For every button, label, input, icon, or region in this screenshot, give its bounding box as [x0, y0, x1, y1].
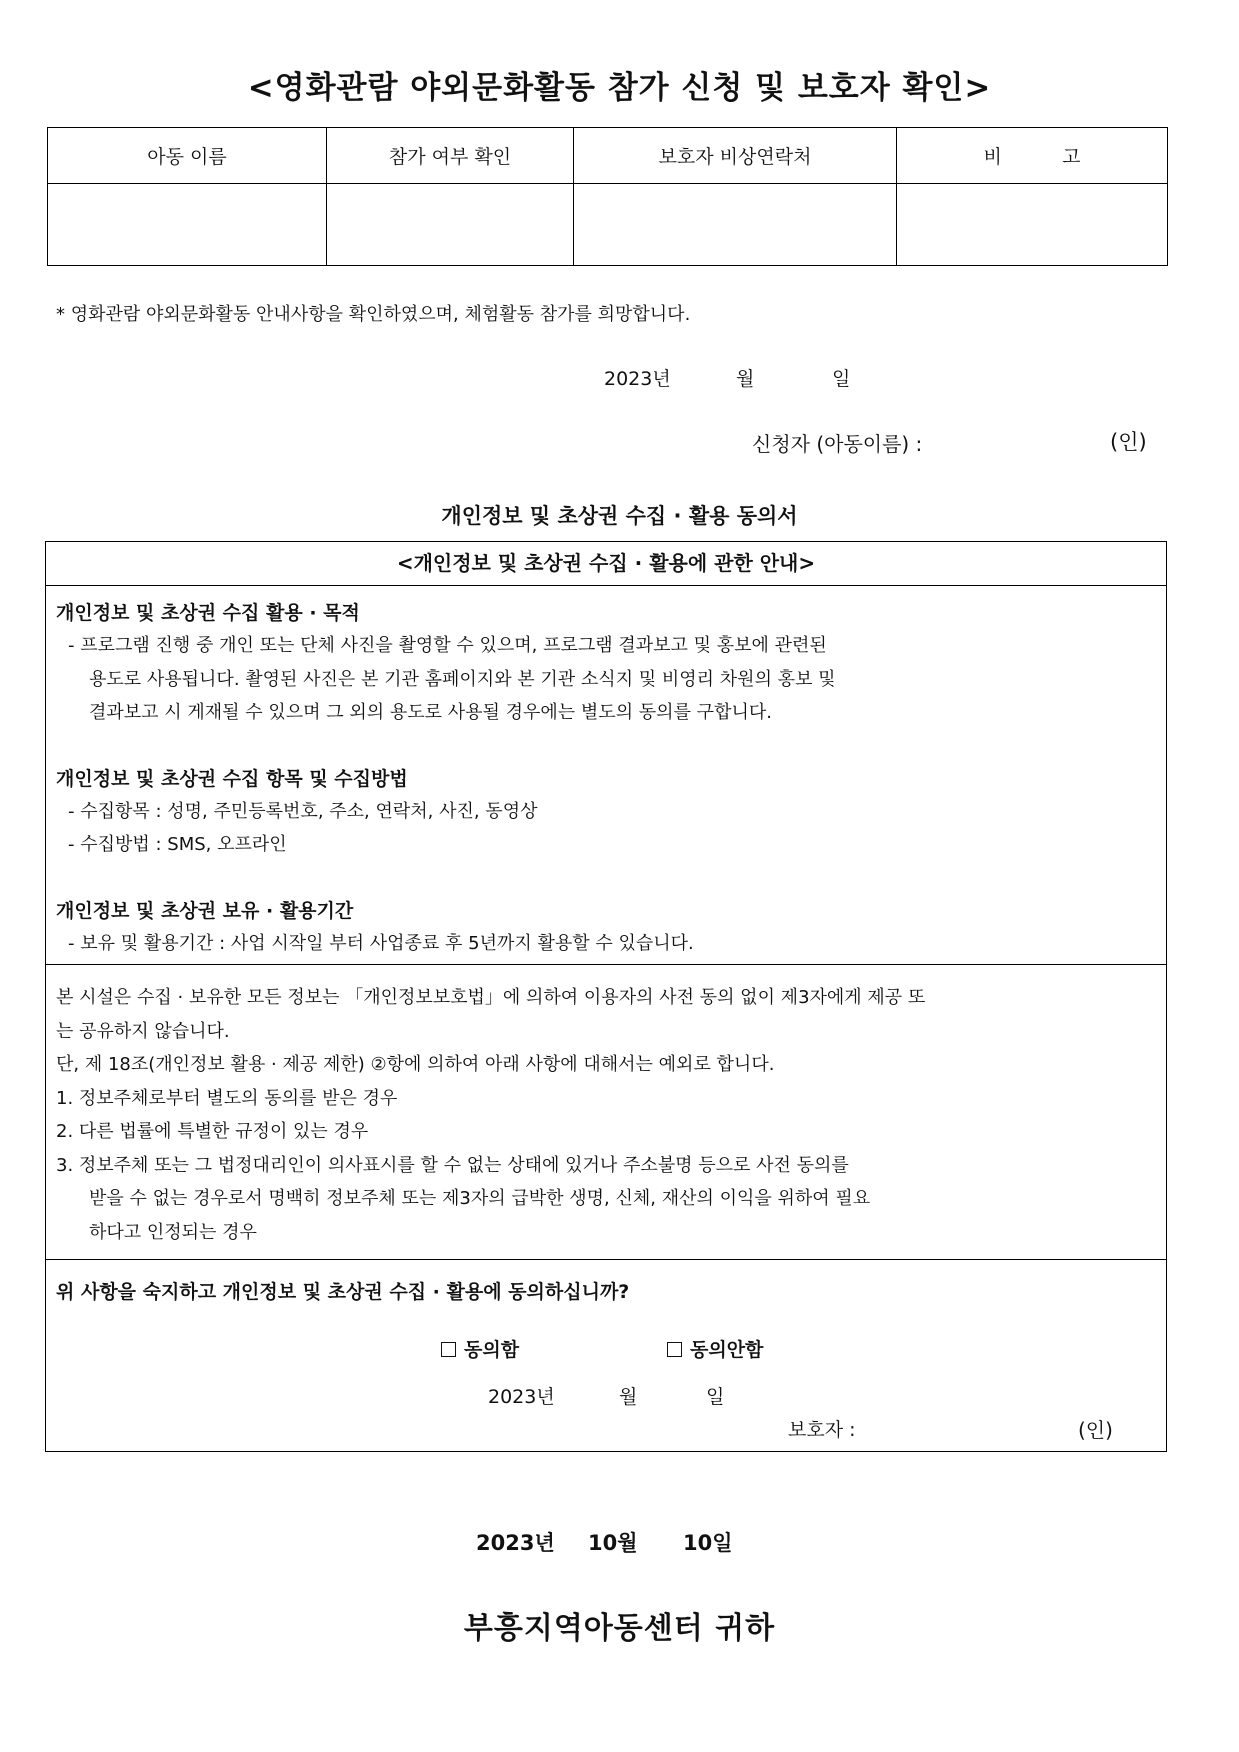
purpose-line: - 프로그램 진행 중 개인 또는 단체 사진을 촬영할 수 있으며, 프로그램 결과보고 및 홍보에 관련된 [68, 635, 827, 656]
column-header-guardian-contact: 보호자 비상연락처 [574, 128, 897, 184]
table-header-row [48, 128, 1168, 184]
application-date-month: 월 [736, 368, 755, 390]
disagree-label: 동의안함 [690, 1339, 764, 1361]
purpose-line: 결과보고 시 게재될 수 있으며 그 외의 용도로 사용될 경우에는 별도의 동의를 구합니다. [89, 702, 772, 723]
agreement-options [46, 1335, 1166, 1365]
issue-date-day: 10일 [683, 1531, 733, 1555]
application-date-year: 2023년 [604, 368, 671, 390]
legal-line: 단, 제 18조(개인정보 활용 · 제공 제한) ②항에 의하여 아래 사항에 대해서는 예외로 합니다. [56, 1054, 775, 1075]
items-title: 개인정보 및 초상권 수집 항목 및 수집방법 [56, 767, 408, 790]
legal-line: 1. 정보주체로부터 별도의 동의를 받은 경우 [56, 1087, 398, 1109]
legal-section [46, 965, 1166, 1260]
collection-info-section [46, 586, 1166, 965]
participation-cell[interactable] [327, 184, 574, 266]
addressee: 부흥지역아동센터 귀하 [463, 1611, 776, 1646]
agreement-question: 위 사항을 숙지하고 개인정보 및 초상권 수집 · 활용에 동의하십니까? [56, 1281, 630, 1303]
guardian-contact-cell[interactable] [574, 184, 897, 266]
agreement-date-year: 2023년 [488, 1386, 555, 1408]
legal-line: 받을 수 없는 경우로서 명백히 정보주체 또는 제3자의 급박한 생명, 신체, 재산의 이익을 위하여 필요 [89, 1188, 871, 1209]
document-title: <영화관람 야외문화활동 참가 신청 및 보호자 확인> [247, 70, 992, 106]
child-name-cell[interactable] [48, 184, 327, 266]
legal-line: 하다고 인정되는 경우 [89, 1221, 257, 1243]
consent-box [45, 541, 1167, 1452]
agreement-date-day: 일 [706, 1386, 725, 1408]
remarks-cell[interactable] [897, 184, 1168, 266]
disagree-option[interactable] [667, 1335, 763, 1362]
agreement-date-month: 월 [619, 1386, 638, 1408]
agree-label: 동의함 [464, 1339, 520, 1361]
applicant-seal: (인) [1110, 430, 1147, 454]
guardian-label: 보호자 : [788, 1419, 856, 1441]
column-header-participation: 참가 여부 확인 [327, 128, 574, 184]
disagree-checkbox[interactable] [667, 1342, 682, 1357]
purpose-title: 개인정보 및 초상권 수집 활용 · 목적 [56, 602, 360, 624]
retention-line: - 보유 및 활용기간 : 사업 시작일 부터 사업종료 후 5년까지 활용할 수 있습니다. [68, 932, 694, 954]
column-header-remarks: 비 고 [897, 128, 1168, 184]
legal-line: 2. 다른 법률에 특별한 규정이 있는 경우 [56, 1121, 369, 1142]
purpose-line: 용도로 사용됩니다. 촬영된 사진은 본 기관 홈페이지와 본 기관 소식지 및 비영리 차원의 홍보 및 [89, 668, 836, 690]
retention-title: 개인정보 및 초상권 보유 · 활용기간 [56, 899, 354, 922]
participation-notice: * 영화관람 야외문화활동 안내사항을 확인하였으며, 체험활동 참가를 희망합니다. [56, 304, 691, 325]
legal-line: 3. 정보주체 또는 그 법정대리인이 의사표시를 할 수 없는 상태에 있거나 주소불명 등으로 사전 동의를 [56, 1154, 849, 1176]
items-line: - 수집방법 : SMS, 오프라인 [68, 834, 287, 855]
applicant-label: 신청자 (아동이름) : [752, 432, 923, 456]
agree-checkbox[interactable] [441, 1342, 456, 1357]
info-box-heading: <개인정보 및 초상권 수집 · 활용에 관한 안내> [46, 542, 1166, 586]
consent-form-title: 개인정보 및 초상권 수집 · 활용 동의서 [441, 504, 798, 528]
issue-date-month: 10월 [588, 1531, 638, 1555]
column-header-child-name: 아동 이름 [48, 128, 327, 184]
application-table [47, 127, 1168, 266]
agree-option[interactable] [441, 1335, 519, 1362]
legal-line: 본 시설은 수집 · 보유한 모든 정보는 「개인정보보호법」에 의하여 이용자의 사전 동의 없이 제3자에게 제공 또 [56, 987, 926, 1008]
application-date-day: 일 [832, 368, 851, 390]
table-row [48, 184, 1168, 266]
items-line: - 수집항목 : 성명, 주민등록번호, 주소, 연락처, 사진, 동영상 [68, 800, 538, 822]
guardian-seal: (인) [1078, 1418, 1113, 1442]
issue-date-year: 2023년 [476, 1531, 555, 1555]
legal-line: 는 공유하지 않습니다. [56, 1020, 230, 1042]
agreement-section [46, 1260, 1166, 1450]
